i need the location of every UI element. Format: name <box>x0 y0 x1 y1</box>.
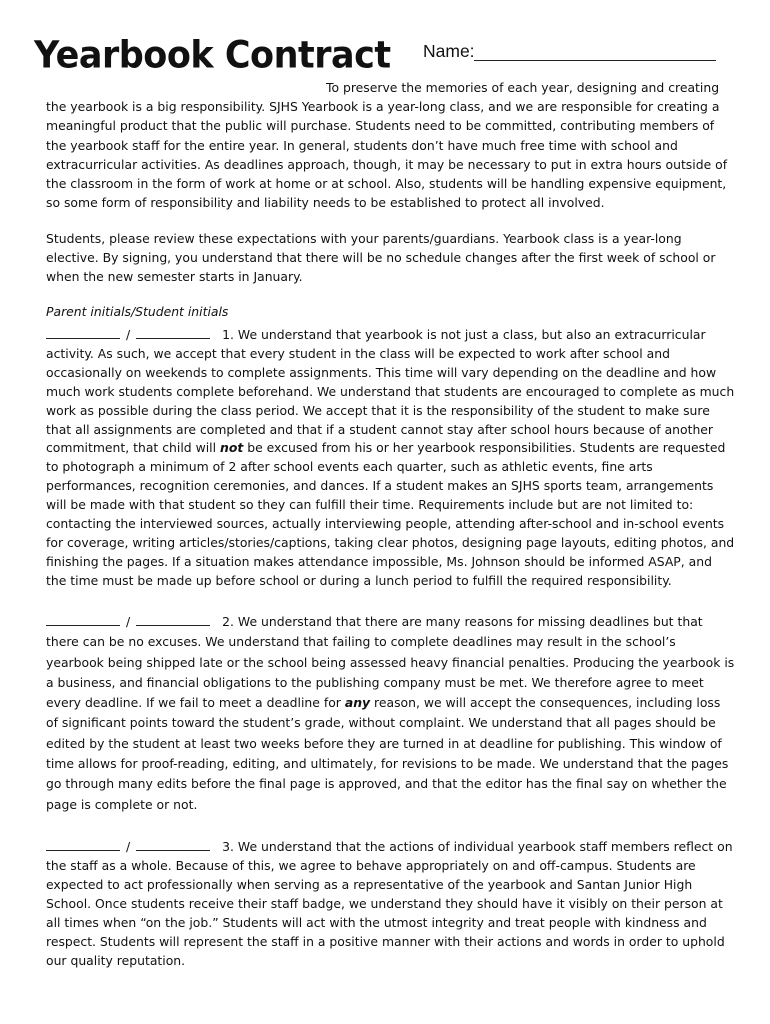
item-text-before: We understand that the actions of individual yearbook staff members reflect on the staff as a whole. Because of this, we agree to behave appropriately on and off-campus. Students are expected to act professionally when serving as a representative of the yearbook and Santan Junior High School. Once students receive their staff badge, we understand they should have it visibly on their person at all times when “on the job.” Students will act with the utmost integrity and treat people with kindness and respect. Students will represent the staff in a positive manner with their actions and words in order to uphold our quality reputation. <box>46 839 733 968</box>
initials-heading: Parent initials/Student initials <box>46 304 229 319</box>
contract-item-3 <box>46 837 736 970</box>
item-number: 2. <box>222 614 234 629</box>
item-emphasis: not <box>220 440 244 456</box>
initials-separator: / <box>126 327 131 342</box>
contract-item-2 <box>46 612 736 815</box>
item-emphasis: any <box>344 695 371 711</box>
page-title: Yearbook Contract <box>34 34 391 78</box>
item-text-before: We understand that there are many reasons for missing deadlines but that there can be no excuses. We understand that failing to complete deadlines may result in the school’s yearbook being shipped late or the school being assessed heavy financial penalties. Producing the yearbook is a business, and financial obligations to the publishing company must be met. We therefore agree to meet every deadline. If we fail to meet a deadline for <box>46 614 735 711</box>
intro-paragraph: To preserve the memories of each year, designing and creating the yearbook is a big responsibility. SJHS Yearbook is a year-long class, and we are responsible for creating a meaningful product that the public will purchase. Students need to be committed, contributing members of the yearbook staff for the entire year. In general, students don’t have much free time with school and extracurricular activities. As deadlines approach, though, it may be necessary to put in extra hours outside of the classroom in the form of work at home or at school. Also, students will be handling expensive equipment, so some form of responsibility and liability needs to be established to protect all involved. <box>46 80 728 211</box>
student-initials-field[interactable] <box>136 839 210 851</box>
parent-initials-field[interactable] <box>46 839 120 851</box>
item-text-before: We understand that yearbook is not just a class, but also an extracurricular activity. As such, we accept that every student in the class will be expected to work after school and occasionally on weekends to complete assignments. This time will vary depending on the deadline and how much work students complete beforehand. We understand that students are encouraged to complete as much work as possible during the class period. We accept that it is the responsibility of the student to make sure that all assignments are completed and that if a student cannot stay after school hours because of another commitment, that child will <box>46 327 735 456</box>
student-initials-field[interactable] <box>136 327 210 339</box>
name-label: Name: <box>423 41 475 61</box>
item-number: 3. <box>222 839 234 854</box>
initials-separator: / <box>126 839 131 854</box>
name-field[interactable] <box>474 60 716 61</box>
review-paragraph: Students, please review these expectations with your parents/guardians. Yearbook class is a year-long elective. By signing, you understand that there will be no schedule changes after the first week of school or when the new semester starts in January. <box>46 231 716 285</box>
parent-initials-field[interactable] <box>46 614 120 626</box>
item-text-after: be excused from his or her yearbook responsibilities. Students are requested to photograph a minimum of 2 after school events each quarter, such as athletic events, fine arts performances, recognition ceremonies, and dances. If a student makes an SJHS sports team, arrangements will be made with that student so they can fulfill their time. Requirements include but are not limited to: contacting the interviewed sources, actually interviewing people, attending after-school and in-school events for coverage, writing articles/stories/captions, taking clear photos, designing page layouts, editing photos, and finishing the pages. If a situation makes attendance impossible, Ms. Johnson should be informed ASAP, and the time must be made up before school or during a lunch period to fulfill the required responsibility. <box>46 440 735 588</box>
student-initials-field[interactable] <box>136 614 210 626</box>
item-text-after: reason, we will accept the consequences, including loss of significant points toward the student’s grade, without complaint. We understand that all pages should be edited by the student at least two weeks before they are turned in at deadline for publishing. This window of time allows for proof-reading, editing, and ultimately, for revisions to be made. We understand that the pages go through many edits before the final page is approved, and that the editor has the final say on whether the page is complete or not. <box>46 695 729 812</box>
item-number: 1. <box>222 327 234 342</box>
initials-separator: / <box>126 614 131 629</box>
parent-initials-field[interactable] <box>46 327 120 339</box>
contract-item-1 <box>46 326 736 591</box>
